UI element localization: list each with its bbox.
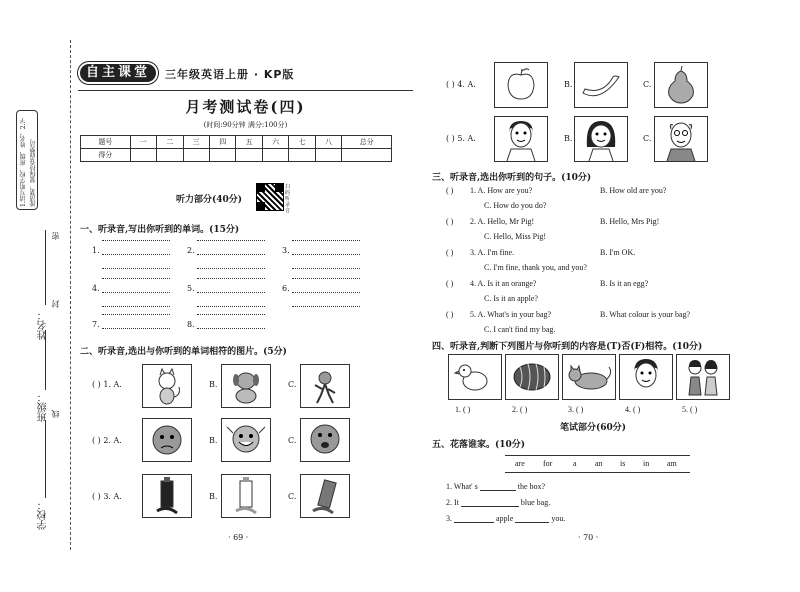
qr-code-icon[interactable] [256, 183, 284, 211]
score-cell[interactable] [209, 149, 235, 162]
children-icon [677, 355, 729, 399]
score-header-cell: 八 [315, 136, 341, 149]
write-line[interactable] [197, 328, 265, 329]
dog-icon [222, 365, 270, 407]
cat-icon [143, 365, 191, 407]
surprised-face-icon [301, 419, 349, 461]
seal-mark-3: 线 [51, 410, 60, 418]
score-header-cell: 六 [262, 136, 288, 149]
s2-q3-label: ( ) 3. A. [92, 492, 122, 501]
score-cell[interactable] [130, 149, 156, 162]
s5-q2-blank[interactable] [461, 498, 519, 507]
page-title: 月考测试卷(四) [185, 98, 306, 116]
watermelon-icon [506, 355, 558, 399]
s3-q1-b: B. How old are you? [600, 186, 667, 195]
score-header-cell: 七 [289, 136, 315, 149]
s5-q3-suffix: you. [551, 514, 566, 523]
s3-q4-c: C. Is it an apple? [484, 294, 538, 303]
s4-answer-2[interactable]: 2. ( ) [512, 405, 528, 414]
boy-option[interactable] [494, 116, 548, 162]
write-line[interactable] [102, 268, 170, 269]
happy-face-icon [222, 419, 270, 461]
score-cell[interactable] [183, 149, 209, 162]
word-bank-item: in [643, 459, 650, 468]
apple-icon [495, 63, 547, 107]
dog-option[interactable] [221, 364, 271, 408]
section-1-title: 一、听录音,写出你听到的单词。(15分) [80, 225, 240, 235]
s3-q1-a: 1. A. How are you? [470, 186, 533, 195]
write-line[interactable] [292, 254, 360, 255]
s3-q2-c: C. Hello, Miss Pig! [484, 232, 547, 241]
write-line[interactable] [292, 268, 360, 269]
s5-q3-blank-1[interactable] [454, 514, 494, 523]
write-line[interactable] [292, 292, 360, 293]
write-line[interactable] [197, 268, 265, 269]
section-2-title: 二、听录音,选出与你听到的单词相符的图片。(5分) [80, 347, 287, 357]
watermelon-picture [505, 354, 559, 400]
s2-q5-label: ( ) 5. A. [446, 134, 476, 143]
s2-q3-c: C. [288, 492, 297, 501]
chick-picture [448, 354, 502, 400]
class-label: 班级： [38, 392, 49, 422]
s5-q3-middle: apple [496, 514, 514, 523]
score-cell[interactable] [236, 149, 262, 162]
score-cell[interactable] [315, 149, 341, 162]
school-label: 学校： [38, 500, 49, 530]
word-bank-item: for [543, 459, 553, 468]
s2-q5-c: C. [643, 134, 652, 143]
write-line[interactable] [102, 254, 170, 255]
header-divider [78, 90, 413, 91]
s5-q1-prefix: 1. What' s [446, 482, 478, 491]
q8-number: 8. [187, 320, 195, 329]
write-line[interactable] [102, 306, 170, 307]
write-line[interactable] [292, 240, 360, 241]
write-line[interactable] [292, 306, 360, 307]
s3-q5-b: B. What colour is your bag? [600, 310, 691, 319]
book-title: 三年级英语上册 · KP版 [165, 68, 295, 81]
name-field[interactable] [45, 230, 46, 305]
pear-option[interactable] [654, 62, 708, 108]
page-number-69: · 69 · [228, 533, 249, 542]
cat-option[interactable] [142, 364, 192, 408]
surprised-ball-option[interactable] [300, 418, 350, 462]
chick-icon [449, 355, 501, 399]
name-label: 姓名： [38, 310, 49, 340]
written-heading: 笔试部分(60分) [560, 423, 627, 433]
s3-q5-c: C. I can't find my bag. [484, 325, 556, 334]
pear-icon [655, 63, 707, 107]
score-header-cell: 五 [236, 136, 262, 149]
s4-answer-1[interactable]: 1. ( ) [455, 405, 471, 414]
s3-q1-paren[interactable]: ( ) [446, 186, 454, 195]
banana-icon [575, 63, 627, 107]
white-tube-option[interactable] [221, 474, 271, 518]
s5-q1 [446, 482, 545, 491]
word-bank-item: is [620, 459, 626, 468]
score-cell[interactable] [262, 149, 288, 162]
score-cell[interactable] [289, 149, 315, 162]
score-header-cell: 四 [209, 136, 235, 149]
s3-q4-a: 4. A. Is it an orange? [470, 279, 537, 288]
q2-number: 2. [187, 246, 195, 255]
monkey-icon [301, 365, 349, 407]
score-cell[interactable] [157, 149, 183, 162]
s3-q3-b: B. I'm OK. [600, 248, 636, 257]
write-line[interactable] [197, 278, 265, 279]
girl-face-icon [575, 117, 627, 161]
s2-q1-b: B. [209, 380, 218, 389]
score-cell[interactable] [342, 149, 392, 162]
q4-number: 4. [92, 284, 100, 293]
s3-q3-a: 3. A. I'm fine. [470, 248, 515, 257]
s4-answer-3[interactable]: 3. ( ) [568, 405, 584, 414]
section-4-title: 四、听录音,判断下列图片与你听到的内容是(T)否(F)相符。(10分) [432, 342, 703, 352]
score-header-cell: 题号 [81, 136, 131, 149]
brand-logo: 自主课堂 [78, 62, 158, 84]
q7-number: 7. [92, 320, 100, 329]
exam-info: (时间:90分钟 满分:100分) [203, 121, 288, 129]
s5-q1-blank[interactable] [480, 482, 516, 491]
binding-dashed-line [70, 40, 71, 550]
q6-number: 6. [282, 284, 290, 293]
apple-option[interactable] [494, 62, 548, 108]
qr-label: 扫码听录音 [285, 184, 291, 214]
page-number-70: · 70 · [578, 533, 599, 542]
word-bank [505, 455, 690, 473]
s5-q2 [446, 498, 550, 507]
s3-q2-a: 2. A. Hello, Mr Pig! [470, 217, 535, 226]
s3-q2-paren[interactable]: ( ) [446, 217, 454, 226]
s3-q3-c: C. I'm fine, thank you, and you? [484, 263, 587, 272]
boy-picture [619, 354, 673, 400]
boy-icon [620, 355, 672, 399]
s3-q5-a: 5. A. What's in your bag? [470, 310, 552, 319]
seal-mark-1: 密 [51, 232, 60, 240]
black-tube-option[interactable] [142, 474, 192, 518]
write-line[interactable] [197, 254, 265, 255]
s5-q3-prefix: 3. [446, 514, 452, 523]
write-line[interactable] [292, 278, 360, 279]
write-line[interactable] [197, 292, 265, 293]
s2-q2-b: B. [209, 436, 218, 445]
two-children-picture [676, 354, 730, 400]
s3-q4-b: B. Is it an egg? [600, 279, 649, 288]
write-line[interactable] [102, 240, 170, 241]
paint-tube-black-icon [143, 475, 191, 517]
write-line[interactable] [102, 278, 170, 279]
section-3-title: 三、听录音,选出你听到的句子。(10分) [432, 173, 592, 183]
word-bank-item: am [667, 459, 677, 468]
boy-face-icon [495, 117, 547, 161]
write-line[interactable] [197, 240, 265, 241]
s5-q3 [446, 514, 565, 523]
s3-q1-c: C. How do you do? [484, 201, 547, 210]
score-header-cell: 总分 [342, 136, 392, 149]
s4-answer-4[interactable]: 4. ( ) [625, 405, 641, 414]
grey-tube-option[interactable] [300, 474, 350, 518]
girl-option[interactable] [574, 116, 628, 162]
grandpa-option[interactable] [654, 116, 708, 162]
score-row-label: 得分 [81, 149, 131, 162]
write-line[interactable] [102, 328, 170, 329]
write-line[interactable] [197, 306, 265, 307]
s2-q2-c: C. [288, 436, 297, 445]
paint-tube-grey-icon [301, 475, 349, 517]
s2-q4-b: B. [564, 80, 573, 89]
banana-option[interactable] [574, 62, 628, 108]
s5-q3-blank-2[interactable] [515, 514, 549, 523]
q3-number: 3. [282, 246, 290, 255]
s3-q4-paren[interactable]: ( ) [446, 279, 454, 288]
score-table-header-row [81, 136, 392, 149]
notice-box: 1.请写明学校、班级、姓名。2.字迹清楚，要保持卷面整洁。 [16, 110, 38, 210]
s3-q5-paren[interactable]: ( ) [446, 310, 454, 319]
score-header-cell: 一 [130, 136, 156, 149]
happy-ball-option[interactable] [221, 418, 271, 462]
score-header-cell: 二 [157, 136, 183, 149]
q1-number: 1. [92, 246, 100, 255]
s5-q1-suffix: the box? [517, 482, 546, 491]
school-field[interactable] [45, 420, 46, 498]
class-field[interactable] [45, 330, 46, 390]
s3-q3-paren[interactable]: ( ) [446, 248, 454, 257]
lying-cat-icon [563, 355, 615, 399]
word-bank-item: an [595, 459, 603, 468]
s2-q3-b: B. [209, 492, 218, 501]
s4-answer-5[interactable]: 5. ( ) [682, 405, 698, 414]
s3-q2-b: B. Hello, Mrs Pig! [600, 217, 660, 226]
s2-q2-label: ( ) 2. A. [92, 436, 122, 445]
sad-ball-option[interactable] [142, 418, 192, 462]
score-header-cell: 三 [183, 136, 209, 149]
score-table [80, 135, 392, 162]
write-line[interactable] [197, 314, 265, 315]
s2-q4-c: C. [643, 80, 652, 89]
cat-picture [562, 354, 616, 400]
seal-mark-2: 封 [51, 300, 60, 308]
s5-q2-suffix: blue bag. [520, 498, 551, 507]
monkey-option[interactable] [300, 364, 350, 408]
listening-heading: 听力部分(40分) [176, 195, 243, 205]
s2-q5-b: B. [564, 134, 573, 143]
s2-q1-c: C. [288, 380, 297, 389]
word-bank-item: are [515, 459, 525, 468]
grandpa-face-icon [655, 117, 707, 161]
q5-number: 5. [187, 284, 195, 293]
score-table-row [81, 149, 392, 162]
section-5-title: 五、花落谁家。(10分) [432, 440, 526, 450]
write-line[interactable] [102, 292, 170, 293]
word-bank-item: a [573, 459, 577, 468]
sad-face-icon [143, 419, 191, 461]
s2-q4-label: ( ) 4. A. [446, 80, 476, 89]
s5-q2-prefix: 2. It [446, 498, 459, 507]
paint-tube-white-icon [222, 475, 270, 517]
s2-q1-label: ( ) 1. A. [92, 380, 122, 389]
write-line[interactable] [102, 314, 170, 315]
